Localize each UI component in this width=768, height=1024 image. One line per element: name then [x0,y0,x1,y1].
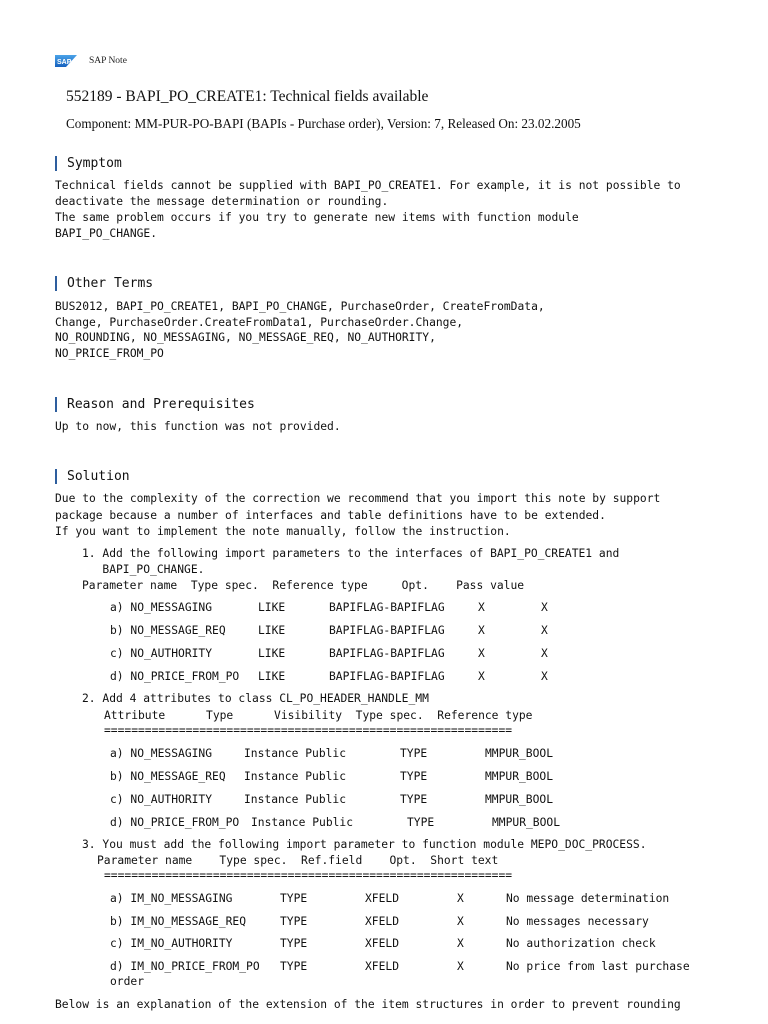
heading-text: Symptom [67,156,122,171]
table-cell: TYPE [407,816,435,829]
symptom-line: Technical fields cannot be supplied with BAPI_PO_CREATE1. For example, it is not possible to [55,179,681,192]
table-cell: b) IM_NO_MESSAGE_REQ [110,915,247,928]
table-cell: BAPIFLAG-BAPIFLAG [329,670,445,683]
step1-line: BAPI_PO_CHANGE. [82,563,205,576]
table-cell-wrap: order [110,975,145,988]
heading-bar [55,397,57,412]
solution-intro-line: package because a number of interfaces and table definitions have to be extended. [55,509,606,522]
table-cell: XFELD [365,915,400,928]
table-cell: c) NO_AUTHORITY [110,647,213,660]
table-cell: BAPIFLAG-BAPIFLAG [329,624,445,637]
heading-bar [55,276,57,291]
table-cell: LIKE [258,647,286,660]
table-cell: TYPE [280,937,308,950]
table-cell: X [541,647,548,660]
table-cell: No price from last purchase [506,960,690,973]
table-cell: TYPE [400,793,428,806]
table-cell: c) NO_AUTHORITY [110,793,213,806]
table-cell: Instance Public [244,770,347,783]
table-cell: X [457,892,464,905]
table-cell: Instance Public [244,747,347,760]
symptom-line: BAPI_PO_CHANGE. [55,227,158,240]
step1-table-header: Parameter name Type spec. Reference type Opt. Pass value [82,579,525,592]
table-cell: TYPE [280,915,308,928]
table-cell: MMPUR_BOOL [485,770,554,783]
heading-bar [55,469,57,484]
table-cell: a) NO_MESSAGING [110,601,213,614]
table-cell: TYPE [400,747,428,760]
table-cell: X [457,937,464,950]
solution-intro-line: Due to the complexity of the correction we recommend that you import this note by support [55,492,661,505]
other-terms-line: Change, PurchaseOrder.CreateFromData1, PurchaseOrder.Change, [55,316,464,329]
heading-text: Solution [67,469,130,484]
table-cell: XFELD [365,892,400,905]
step2-table-rule: ============================================================ [104,724,513,737]
table-cell: BAPIFLAG-BAPIFLAG [329,601,445,614]
table-cell: XFELD [365,937,400,950]
other-terms-line: NO_PRICE_FROM_PO [55,347,164,360]
step3-line: 3. You must add the following import parameter to function module MEPO_DOC_PROCESS. [82,838,647,851]
heading-reason [55,397,255,412]
table-cell: X [541,601,548,614]
note-header [55,54,127,68]
heading-text: Reason and Prerequisites [67,397,255,412]
table-cell: d) NO_PRICE_FROM_PO [110,670,240,683]
step2-line: 2. Add 4 attributes to class CL_PO_HEADER_HANDLE_MM [82,692,429,705]
heading-other-terms [55,276,153,291]
table-cell: TYPE [400,770,428,783]
solution-footer-line: Below is an explanation of the extension of the item structures in order to prevent rounding [55,998,681,1011]
step3-table-rule: ============================================================ [104,869,513,882]
step1-line: 1. Add the following import parameters to the interfaces of BAPI_PO_CREATE1 and [82,547,620,560]
table-cell: a) NO_MESSAGING [110,747,213,760]
table-cell: X [541,624,548,637]
symptom-line: The same problem occurs if you try to generate new items with function module [55,211,579,224]
symptom-line: deactivate the message determination or rounding. [55,195,389,208]
table-cell: Instance Public [244,793,347,806]
other-terms-line: NO_ROUNDING, NO_MESSAGING, NO_MESSAGE_REQ, NO_AUTHORITY, [55,331,436,344]
sap-logo-icon [55,55,77,67]
table-cell: Instance Public [251,816,354,829]
table-cell: No authorization check [506,937,656,950]
table-cell: No messages necessary [506,915,649,928]
table-cell: LIKE [258,670,286,683]
reason-line: Up to now, this function was not provided. [55,420,341,433]
svg-text:SAP: SAP [57,59,72,66]
table-cell: XFELD [365,960,400,973]
table-cell: b) NO_MESSAGE_REQ [110,624,226,637]
note-title: 552189 - BAPI_PO_CREATE1: Technical fields available [66,88,429,105]
table-cell: LIKE [258,624,286,637]
table-cell: TYPE [280,892,308,905]
table-cell: X [478,601,485,614]
other-terms-line: BUS2012, BAPI_PO_CREATE1, BAPI_PO_CHANGE, PurchaseOrder, CreateFromData, [55,300,545,313]
table-cell: X [478,647,485,660]
note-component: Component: MM-PUR-PO-BAPI (BAPIs - Purchase order), Version: 7, Released On: 23.02.2005 [66,116,581,131]
table-cell: X [541,670,548,683]
sap-note-label: SAP Note [89,56,127,66]
table-cell: BAPIFLAG-BAPIFLAG [329,647,445,660]
heading-text: Other Terms [67,276,154,291]
table-cell: MMPUR_BOOL [485,793,554,806]
table-cell: MMPUR_BOOL [485,747,554,760]
table-cell: X [457,915,464,928]
table-cell: X [457,960,464,973]
table-cell: c) IM_NO_AUTHORITY [110,937,233,950]
heading-solution [55,469,130,484]
table-cell: LIKE [258,601,286,614]
heading-bar [55,156,57,171]
table-cell: MMPUR_BOOL [492,816,561,829]
table-cell: X [478,624,485,637]
step2-table-header: Attribute Type Visibility Type spec. Reference type [104,709,533,722]
table-cell: d) IM_NO_PRICE_FROM_PO [110,960,260,973]
table-cell: d) NO_PRICE_FROM_PO [110,816,240,829]
table-cell: No message determination [506,892,670,905]
heading-symptom [55,156,122,171]
table-cell: X [478,670,485,683]
table-cell: TYPE [280,960,308,973]
table-cell: a) IM_NO_MESSAGING [110,892,233,905]
step3-table-header: Parameter name Type spec. Ref.field Opt. Short text [97,854,499,867]
table-cell: b) NO_MESSAGE_REQ [110,770,226,783]
solution-intro-line: If you want to implement the note manually, follow the instruction. [55,525,511,538]
